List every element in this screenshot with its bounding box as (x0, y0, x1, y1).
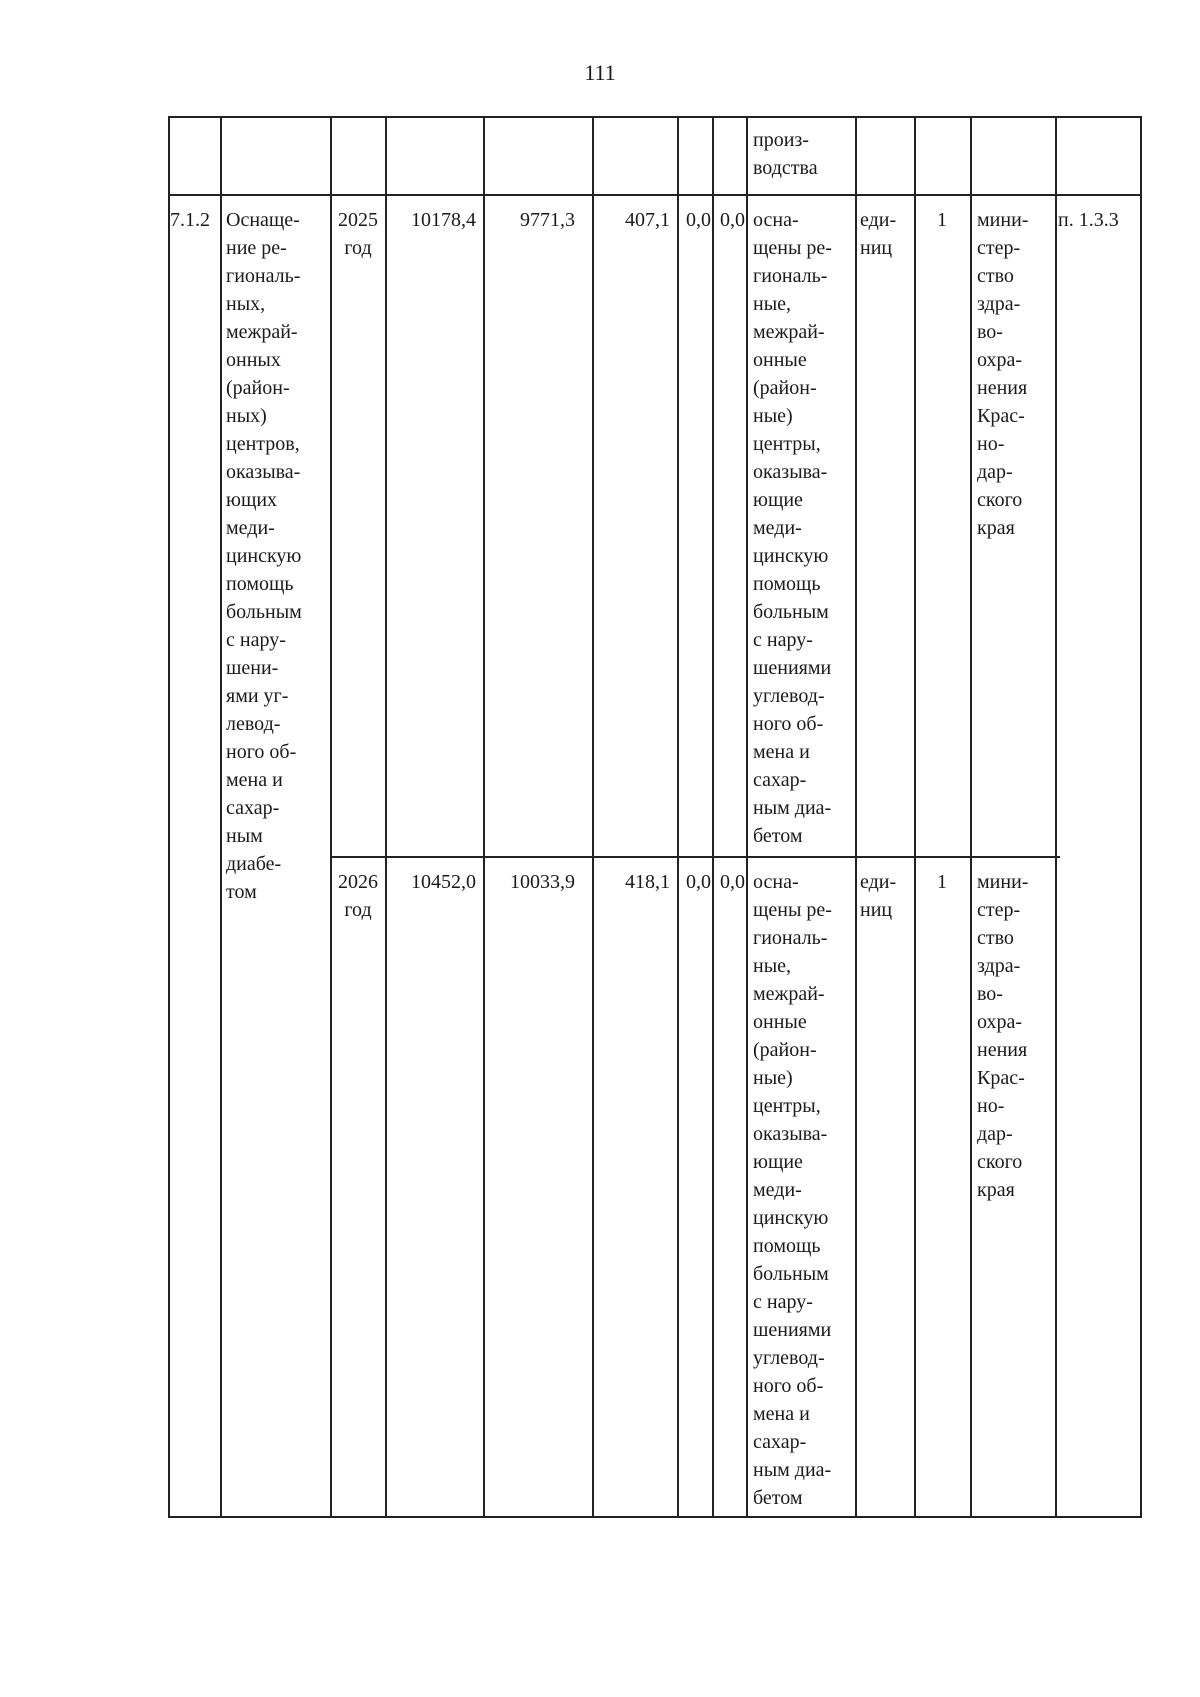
executor-cell: мини- стер- ство здра- во- охра- нения Крас- но- дар- ского края (977, 871, 1029, 1201)
regional-funding-cell: 407,1 (625, 209, 670, 231)
program-activities-table (168, 116, 1142, 1518)
column-border (483, 116, 485, 1518)
result-description-cell: осна- щены ре- гиональ- ные, межрай- онные (район- ные) центры, оказыва- ющие меди- цинскую помощь больным с нару- шениями углевод- ного об- мена и сахар- ным диа- бетом (753, 209, 832, 847)
column-border (168, 116, 170, 1518)
local-funding-cell: 0,0 (686, 871, 711, 893)
other-funding-cell: 0,0 (720, 871, 745, 893)
total-funding-cell: 10178,4 (411, 209, 476, 231)
year-cell: 2026 год (338, 871, 378, 921)
regional-funding-cell: 418,1 (625, 871, 670, 893)
column-border (677, 116, 679, 1518)
federal-funding-cell: 10033,9 (510, 871, 575, 893)
table-bottom-border (168, 1516, 1142, 1518)
year-2025-row-bottom-border (330, 856, 1060, 858)
total-funding-cell: 10452,0 (411, 871, 476, 893)
column-border (385, 116, 387, 1518)
page-number: 111 (584, 60, 616, 85)
federal-funding-cell: 9771,3 (520, 209, 575, 231)
column-border (970, 116, 972, 1518)
item-name-cell: Оснаще- ние ре- гиональ- ных, межрай- онных (район- ных) центров, оказыва- ющих меди- цинскую помощь больным с нару- шени- ями уг- левод- ного об- мена и сахар- ным диабе- том (226, 209, 302, 903)
unit-cell: еди- ниц (860, 209, 897, 259)
column-border (1140, 116, 1142, 1518)
table-top-border (168, 116, 1142, 118)
executor-cell: мини- стер- ство здра- во- охра- нения Крас- но- дар- ского края (977, 209, 1029, 539)
column-border (330, 116, 332, 1518)
column-border (592, 116, 594, 1518)
column-border (855, 116, 857, 1518)
item-code-cell: 7.1.2 (170, 209, 210, 231)
indicator-value-cell: 1 (937, 871, 947, 893)
column-border (746, 116, 748, 1518)
item-reference-cell: п. 1.3.3 (1058, 209, 1119, 231)
indicator-value-cell: 1 (937, 209, 947, 231)
unit-cell: еди- ниц (860, 871, 897, 921)
column-border (220, 116, 222, 1518)
column-border (914, 116, 916, 1518)
result-description-cell: осна- щены ре- гиональ- ные, межрай- онные (район- ные) центры, оказыва- ющие меди- цинскую помощь больным с нару- шениями углевод- ного об- мена и сахар- ным диа- бетом (753, 871, 832, 1509)
carryover-row-bottom-border (168, 194, 1142, 196)
column-border (712, 116, 714, 1518)
column-border (1055, 116, 1057, 1518)
other-funding-cell: 0,0 (720, 209, 745, 231)
carryover-result-cell: произ- водства (753, 129, 818, 179)
year-cell: 2025 год (338, 209, 378, 259)
local-funding-cell: 0,0 (686, 209, 711, 231)
